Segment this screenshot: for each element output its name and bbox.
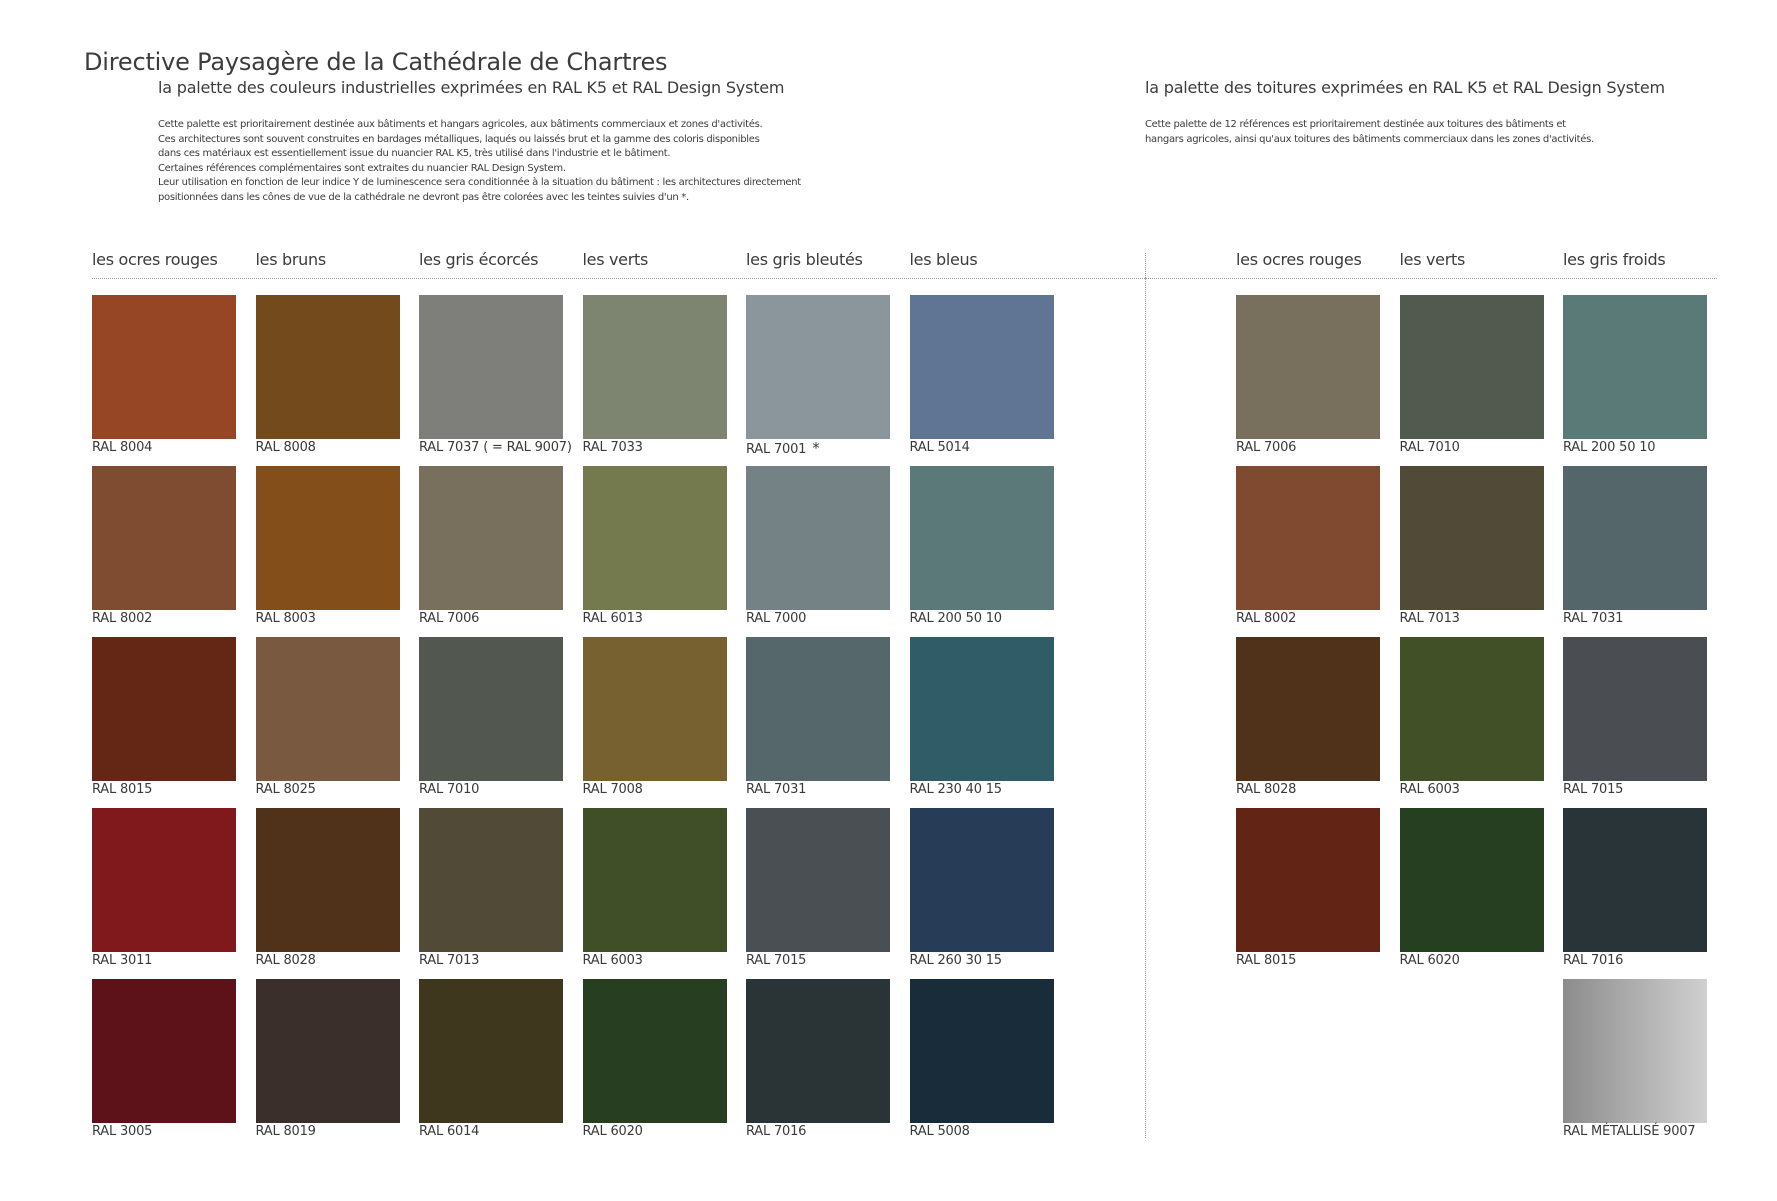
- swatch-label: [256, 611, 316, 627]
- right-column-header: les verts: [1399, 250, 1466, 269]
- swatch-label: [1563, 953, 1623, 969]
- swatch-label: [583, 1124, 643, 1140]
- intro-line: Ces architectures sont souvent construites en bardages métalliques, laqués ou laissés brut et la gamme des coloris disponibles: [158, 133, 760, 145]
- swatch-label: [92, 611, 152, 627]
- intro-line: positionnées dans les cônes de vue de la cathédrale ne devront pas être colorées avec les teintes suivies d'un *.: [158, 191, 689, 203]
- swatch-label: [583, 440, 643, 456]
- color-swatch: [419, 979, 563, 1123]
- swatch-code: RAL 200 50 10: [909, 611, 1002, 626]
- color-swatch: [746, 637, 890, 781]
- color-swatch: [1236, 637, 1380, 781]
- swatch-label: [1236, 611, 1296, 627]
- swatch-code: RAL 6003: [1399, 782, 1460, 797]
- color-swatch: [1236, 466, 1380, 610]
- color-swatch: [746, 979, 890, 1123]
- swatch-code: RAL 7010: [419, 782, 480, 797]
- swatch-label: [1563, 782, 1623, 798]
- swatch-label: [583, 611, 643, 627]
- color-swatch: [1400, 295, 1544, 439]
- swatch-code: RAL 7033: [582, 440, 643, 455]
- swatch-code: RAL 7015: [1563, 782, 1624, 797]
- color-swatch: [419, 466, 563, 610]
- color-swatch: [256, 295, 400, 439]
- swatch-code: RAL 8002: [92, 611, 153, 626]
- swatch-label: [746, 611, 806, 627]
- swatch-code: RAL 5008: [909, 1124, 970, 1139]
- swatch-label: [746, 440, 820, 458]
- swatch-label: [746, 782, 806, 798]
- swatch-label: [92, 953, 152, 969]
- swatch-code: RAL 3011: [92, 953, 153, 968]
- swatch-code: RAL 6003: [582, 953, 643, 968]
- intro-line: hangars agricoles, ainsi qu'aux toitures des bâtiments commerciaux dans les zones d'activités.: [1145, 133, 1594, 145]
- swatch-code: RAL 7016: [746, 1124, 807, 1139]
- swatch-label: [92, 782, 152, 798]
- intro-line: Cette palette de 12 références est prioritairement destinée aux toitures des bâtiments et: [1145, 119, 1566, 130]
- swatch-label: [92, 1124, 152, 1140]
- color-swatch: [256, 979, 400, 1123]
- swatch-code: RAL 8019: [255, 1124, 316, 1139]
- swatch-code: RAL 6013: [582, 611, 643, 626]
- intro-line: dans ces matériaux est essentiellement issue du nuancier RAL K5, très utilisé dans l'industrie et le bâtiment.: [158, 148, 671, 160]
- color-swatch: [419, 808, 563, 952]
- color-swatch: [910, 979, 1054, 1123]
- right-column-header: les gris froids: [1563, 250, 1666, 269]
- swatch-label: [583, 782, 643, 798]
- swatch-code: RAL 8015: [92, 782, 153, 797]
- left-intro: [158, 118, 801, 206]
- swatch-code: RAL 7006: [419, 611, 480, 626]
- color-swatch: [583, 979, 727, 1123]
- color-swatch: [746, 466, 890, 610]
- color-swatch: [583, 295, 727, 439]
- swatch-code: RAL 7037 ( = RAL 9007): [419, 440, 572, 455]
- color-swatch: [92, 295, 236, 439]
- swatch-code: RAL 5014: [909, 440, 970, 455]
- right-subtitle: la palette des toitures exprimées en RAL K5 et RAL Design System: [1145, 78, 1665, 97]
- color-swatch: [1400, 637, 1544, 781]
- left-column-header: les ocres rouges: [92, 250, 218, 269]
- left-column-header: les gris écorcés: [419, 250, 539, 269]
- left-column-header: les bruns: [255, 250, 326, 269]
- swatch-label: [1400, 782, 1460, 798]
- swatch-code: RAL 230 40 15: [909, 782, 1002, 797]
- swatch-label: [1563, 611, 1623, 627]
- swatch-code: RAL 7013: [1399, 611, 1460, 626]
- swatch-code: RAL 8015: [1236, 953, 1297, 968]
- color-swatch: [1400, 466, 1544, 610]
- color-swatch: [1563, 466, 1707, 610]
- swatch-code: RAL 6014: [419, 1124, 480, 1139]
- swatch-label: [910, 953, 1002, 969]
- color-swatch: [92, 979, 236, 1123]
- color-swatch: [92, 637, 236, 781]
- color-swatch: [910, 637, 1054, 781]
- color-swatch: [1563, 808, 1707, 952]
- swatch-code: RAL 8008: [255, 440, 316, 455]
- color-swatch: [419, 295, 563, 439]
- color-swatch: [583, 808, 727, 952]
- swatch-code: RAL 8004: [92, 440, 153, 455]
- swatch-code: RAL 8003: [255, 611, 316, 626]
- swatch-label: [1236, 782, 1296, 798]
- swatch-code: RAL 6020: [1399, 953, 1460, 968]
- color-swatch: [910, 295, 1054, 439]
- swatch-label: [419, 953, 479, 969]
- swatch-label: [583, 953, 643, 969]
- color-swatch: [92, 808, 236, 952]
- swatch-code: RAL 7008: [582, 782, 643, 797]
- swatch-label: [419, 782, 479, 798]
- swatch-code: RAL 7031: [746, 782, 807, 797]
- swatch-label: [910, 611, 1002, 627]
- color-swatch: [583, 466, 727, 610]
- color-swatch: [746, 295, 890, 439]
- swatch-code: RAL 7013: [419, 953, 480, 968]
- color-swatch: [92, 466, 236, 610]
- intro-line: Leur utilisation en fonction de leur indice Y de luminescence sera conditionnée à la situation du bâtiment : les architectures directement: [158, 177, 801, 189]
- color-swatch: [910, 466, 1054, 610]
- swatch-label: [910, 782, 1002, 798]
- swatch-code: RAL 8028: [1236, 782, 1297, 797]
- swatch-code: RAL 8002: [1236, 611, 1297, 626]
- swatch-code: RAL 7000: [746, 611, 807, 626]
- color-swatch: [1563, 637, 1707, 781]
- color-swatch: [1400, 808, 1544, 952]
- left-column-header: les verts: [582, 250, 649, 269]
- swatch-code: RAL 7006: [1236, 440, 1297, 455]
- swatch-code: RAL 8025: [255, 782, 316, 797]
- swatch-label: [1400, 440, 1460, 456]
- color-swatch: [256, 808, 400, 952]
- luminescence-star-icon: *: [812, 439, 820, 457]
- intro-line: Certaines références complémentaires sont extraites du nuancier RAL Design System.: [158, 162, 566, 174]
- swatch-label: [256, 782, 316, 798]
- swatch-code: RAL 260 30 15: [909, 953, 1002, 968]
- swatch-label: [256, 953, 316, 969]
- swatch-code: RAL 200 50 10: [1563, 440, 1656, 455]
- swatch-label: [419, 611, 479, 627]
- color-swatch: [1236, 295, 1380, 439]
- swatch-code: RAL 7031: [1563, 611, 1624, 626]
- page-title: Directive Paysagère de la Cathédrale de Chartres: [84, 48, 668, 76]
- swatch-label: [419, 440, 572, 456]
- swatch-label: [256, 1124, 316, 1140]
- swatch-code: RAL 7016: [1563, 953, 1624, 968]
- left-subtitle: la palette des couleurs industrielles exprimées en RAL K5 et RAL Design System: [158, 78, 785, 97]
- color-swatch: [1236, 808, 1380, 952]
- color-swatch: [1563, 979, 1707, 1123]
- color-swatch: [256, 466, 400, 610]
- color-swatch: [583, 637, 727, 781]
- color-swatch: [419, 637, 563, 781]
- swatch-label: [1236, 953, 1296, 969]
- right-intro: [1145, 118, 1594, 147]
- swatch-code: RAL 7001: [746, 442, 807, 457]
- color-swatch: [1563, 295, 1707, 439]
- color-swatch: [910, 808, 1054, 952]
- swatch-label: [746, 1124, 806, 1140]
- swatch-code: RAL 7015: [746, 953, 807, 968]
- swatch-label: [1563, 440, 1655, 456]
- swatch-label: [1400, 953, 1460, 969]
- left-column-header: les bleus: [909, 250, 978, 269]
- swatch-label: [256, 440, 316, 456]
- color-swatch: [746, 808, 890, 952]
- right-column-header: les ocres rouges: [1236, 250, 1362, 269]
- swatch-label: [419, 1124, 479, 1140]
- intro-line: Cette palette est prioritairement destinée aux bâtiments et hangars agricoles, aux bâtiments commerciaux et zones d'activités.: [158, 119, 763, 130]
- center-divider: [1145, 253, 1146, 1138]
- swatch-code: RAL 3005: [92, 1124, 153, 1139]
- swatch-label: [1563, 1124, 1695, 1140]
- left-divider: [92, 278, 1145, 279]
- swatch-code: RAL 8028: [255, 953, 316, 968]
- color-swatch: [256, 637, 400, 781]
- swatch-code: RAL 7010: [1399, 440, 1460, 455]
- swatch-label: [910, 1124, 970, 1140]
- right-divider: [1145, 278, 1717, 279]
- swatch-label: [1236, 440, 1296, 456]
- swatch-label: [746, 953, 806, 969]
- left-column-header: les gris bleutés: [746, 250, 863, 269]
- swatch-label: [1400, 611, 1460, 627]
- swatch-label: [910, 440, 970, 456]
- swatch-code: RAL MÉTALLISÉ 9007: [1563, 1124, 1696, 1139]
- swatch-code: RAL 6020: [582, 1124, 643, 1139]
- swatch-label: [92, 440, 152, 456]
